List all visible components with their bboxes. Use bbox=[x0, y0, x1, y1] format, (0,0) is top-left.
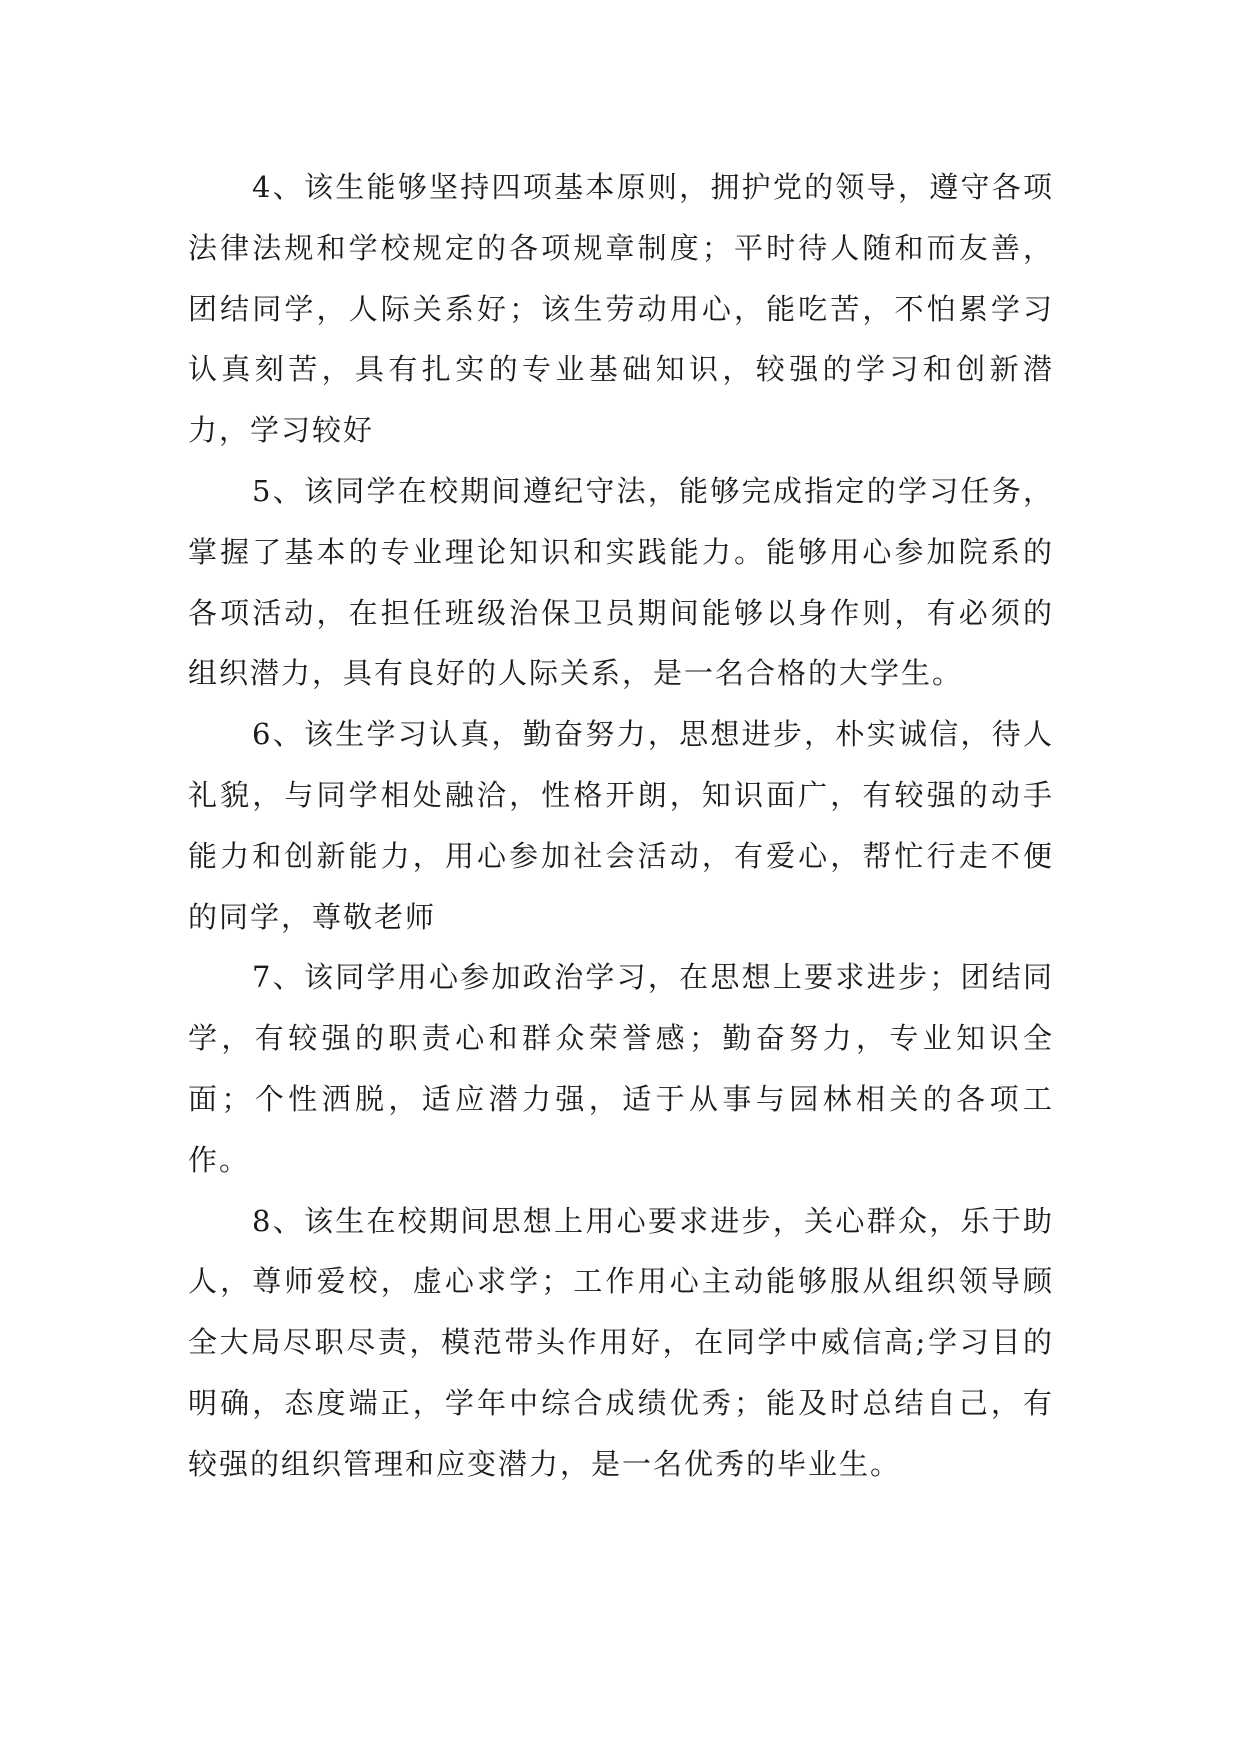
paragraph-5: 5、该同学在校期间遵纪守法，能够完成指定的学习任务，掌握了基本的专业理论知识和实践能力。能够用心参加院系的各项活动，在担任班级治保卫员期间能够以身作则，有必须的组织潜力，具有良好的人际关系，是一名合格的大学生。 bbox=[188, 473, 1054, 691]
paragraph-4: 4、该生能够坚持四项基本原则，拥护党的领导，遵守各项法律法规和学校规定的各项规章制度；平时待人随和而友善，团结同学，人际关系好；该生劳动用心，能吃苦，不怕累学习认真刻苦，具有扎实的专业基础知识，较强的学习和创新潜力，学习较好 bbox=[188, 170, 1054, 448]
paragraph-7: 7、该同学用心参加政治学习，在思想上要求进步；团结同学，有较强的职责心和群众荣誉感；勤奋努力，专业知识全面；个性洒脱，适应潜力强，适于从事与园林相关的各项工作。 bbox=[188, 960, 1054, 1177]
paragraph-8: 8、该生在校期间思想上用心要求进步，关心群众，乐于助人，尊师爱校，虚心求学；工作用心主动能够服从组织领导顾全大局尽职尽责，模范带头作用好，在同学中威信高;学习目的明确，态度端正，学年中综合成绩优秀；能及时总结自己，有较强的组织管理和应变潜力，是一名优秀的毕业生。 bbox=[188, 1203, 1054, 1481]
paragraph-6: 6、该生学习认真，勤奋努力，思想进步，朴实诚信，待人礼貌，与同学相处融洽，性格开朗，知识面广，有较强的动手能力和创新能力，用心参加社会活动，有爱心，帮忙行走不便的同学，尊敬老师 bbox=[188, 717, 1054, 934]
document-body bbox=[188, 157, 1054, 1495]
